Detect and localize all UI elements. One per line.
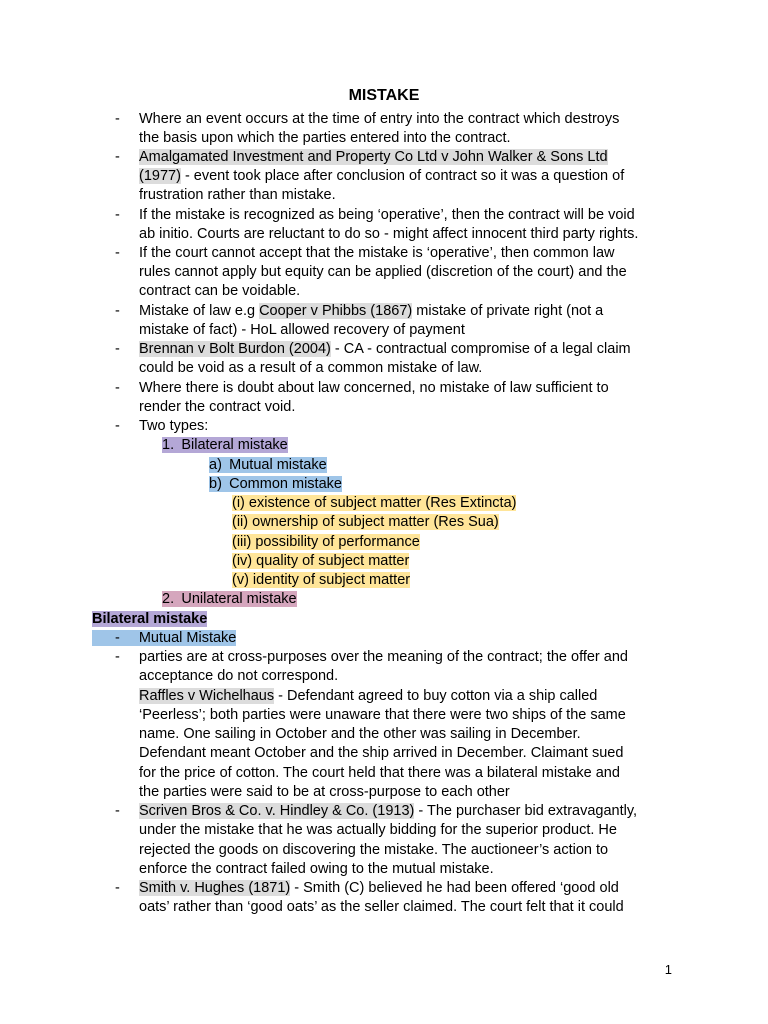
text-line (139, 879, 619, 898)
text-line: frustration rather than mistake. (139, 187, 336, 203)
list-item-unilateral: 2. Unilateral mistake (162, 591, 297, 607)
case-citation: Cooper v Phibbs (1867) (259, 303, 413, 319)
bullet-dash: - (115, 207, 120, 223)
page-title: MISTAKE (348, 87, 420, 104)
bullet-dash: - (115, 303, 120, 319)
text-line: the basis upon which the parties entered into the contract. (139, 130, 511, 146)
section-heading: Bilateral mistake (92, 611, 208, 627)
text-line (139, 167, 624, 186)
text-span: - The purchaser bid extravagantly, (414, 803, 638, 819)
bullet-dash: - (115, 418, 120, 434)
list-item-sub: (iv) quality of subject matter (232, 553, 410, 569)
text-line (139, 340, 631, 359)
case-citation: Smith v. Hughes (1871) (139, 880, 291, 896)
text-line: oats’ rather than ‘good oats’ as the seller claimed. The court felt that it could (139, 899, 624, 915)
case-citation: Brennan v Bolt Burdon (2004) (139, 341, 331, 357)
text-line: If the mistake is recognized as being ‘operative’, then the contract will be void (139, 207, 635, 223)
text-span: - CA - contractual compromise of a legal claim (330, 341, 631, 357)
text-line: Defendant meant October and the ship arrived in December. Claimant sued (139, 745, 624, 761)
list-item-sub: (ii) ownership of subject matter (Res Sua) (232, 514, 499, 530)
bullet-dash: - (115, 111, 120, 127)
text-span: - Smith (C) believed he had been offered ‘good old (290, 880, 619, 896)
bullet-dash: - (115, 341, 120, 357)
mutual-mistake-row (92, 629, 236, 648)
text-line: parties are at cross-purposes over the meaning of the contract; the offer and (139, 649, 628, 665)
text-line: render the contract void. (139, 399, 296, 415)
text-line (139, 302, 603, 321)
list-item-sub: (v) identity of subject matter (232, 572, 411, 588)
text-line: Two types: (139, 418, 209, 434)
list-item-sub: (i) existence of subject matter (Res Extincta) (232, 495, 517, 511)
case-citation: (1977) (139, 168, 181, 184)
text-line: If the court cannot accept that the mistake is ‘operative’, then common law (139, 245, 615, 261)
text-line: ab initio. Courts are reluctant to do so - might affect innocent third party rights. (139, 226, 639, 242)
text-line: could be void as a result of a common mistake of law. (139, 360, 483, 376)
mutual-mistake-label: Mutual Mistake (138, 630, 237, 646)
list-item-common: b) Common mistake (209, 476, 342, 492)
case-citation: Scriven Bros & Co. v. Hindley & Co. (1913) (139, 803, 415, 819)
text-line: mistake of fact) - HoL allowed recovery of payment (139, 322, 465, 338)
bullet-dash: - (115, 880, 120, 896)
text-line: Where there is doubt about law concerned, no mistake of law sufficient to (139, 380, 609, 396)
text-line: enforce the contract failed owing to the mutual mistake. (139, 861, 494, 877)
case-citation: Amalgamated Investment and Property Co Ltd v John Walker & Sons Ltd (139, 149, 608, 165)
bullet-dash: - (115, 649, 120, 665)
bullet-dash: - (115, 803, 120, 819)
text-line: rejected the goods on discovering the mistake. The auctioneer’s action to (139, 842, 609, 858)
bullet-dash: - (115, 630, 120, 646)
text-line (139, 802, 637, 821)
list-item-sub: (iii) possibility of performance (232, 534, 420, 550)
text-line: contract can be voidable. (139, 283, 301, 299)
text-line: under the mistake that he was actually bidding for the superior product. He (139, 822, 617, 838)
text-line: acceptance do not correspond. (139, 668, 339, 684)
list-item-mutual: a) Mutual mistake (209, 457, 327, 473)
text-line: name. One sailing in October and the other was sailing in December. (139, 726, 581, 742)
text-span: - Defendant agreed to buy cotton via a ship called (274, 688, 598, 704)
case-citation: Raffles v Wichelhaus (139, 688, 275, 704)
text-line: ‘Peerless’; both parties were unaware that there were two ships of the same (139, 707, 626, 723)
bullet-dash: - (115, 245, 120, 261)
text-line: rules cannot apply but equity can be applied (discretion of the court) and the (139, 264, 627, 280)
page-number: 1 (664, 962, 672, 977)
text-line: the parties were said to be at cross-purpose to each other (139, 784, 510, 800)
list-item-bilateral: 1. Bilateral mistake (162, 437, 288, 453)
text-line (139, 148, 608, 167)
text-line (139, 687, 597, 706)
bullet-dash: - (115, 149, 120, 165)
text-span: mistake of private right (not a (412, 303, 604, 319)
text-line: for the price of cotton. The court held that there was a bilateral mistake and (139, 765, 620, 781)
text-line: Where an event occurs at the time of entry into the contract which destroys (139, 111, 620, 127)
bullet-dash: - (115, 380, 120, 396)
text-span: Mistake of law e.g (139, 303, 260, 319)
text-span: - event took place after conclusion of contract so it was a question of (180, 168, 625, 184)
